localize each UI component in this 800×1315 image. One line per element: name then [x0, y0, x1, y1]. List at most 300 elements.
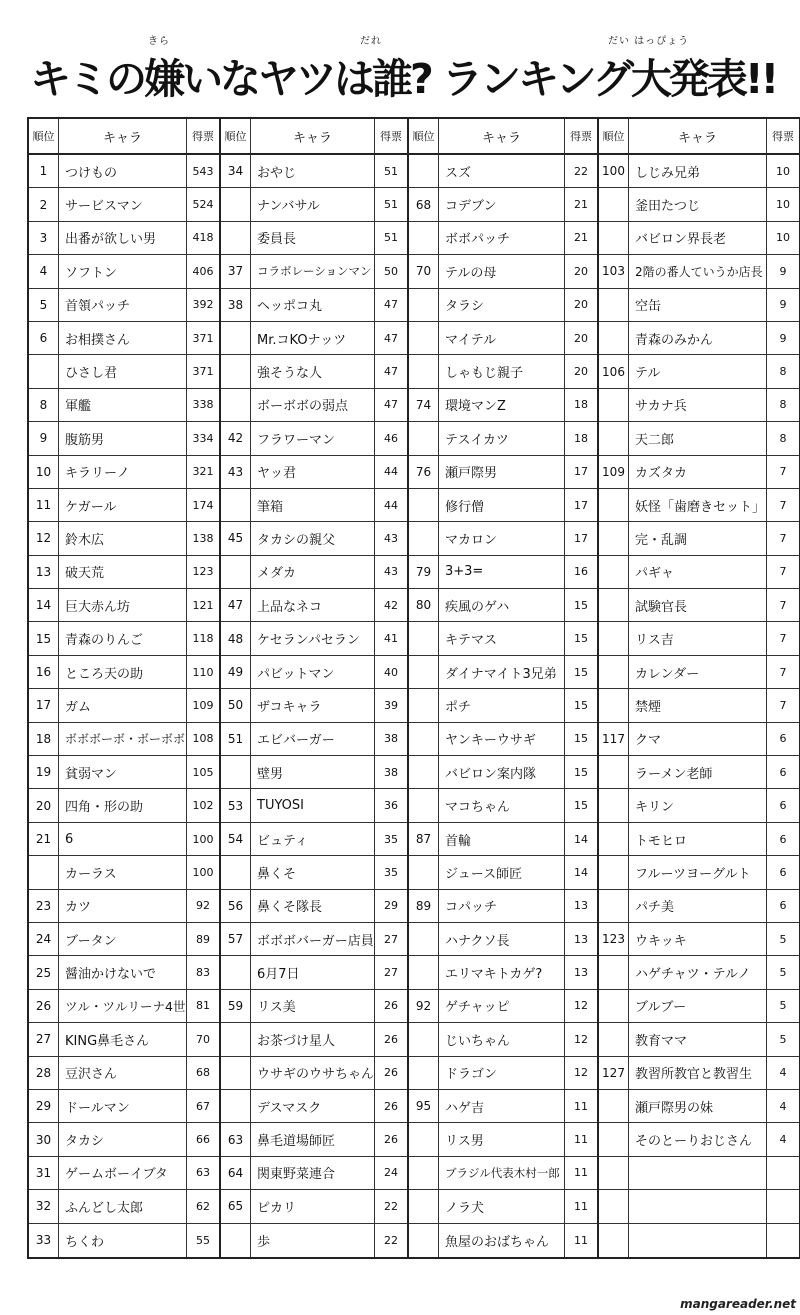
- character-name: デスマスク: [251, 1090, 375, 1122]
- ruby-dare: だれ: [360, 36, 382, 47]
- vote-count: 17: [574, 531, 588, 545]
- character-name: マカロン: [439, 522, 565, 554]
- table-row: [29, 255, 219, 288]
- rank-cell: 34: [221, 155, 251, 187]
- vote-count: 7: [779, 498, 787, 512]
- rank-cell: [409, 1224, 439, 1257]
- rank-cell: [409, 1023, 439, 1055]
- rank-cell: 20: [29, 789, 59, 821]
- rank-cell: [221, 1090, 251, 1122]
- table-row: [29, 622, 219, 655]
- character-name: 壁男: [251, 756, 375, 788]
- character-name: 関東野菜連合: [251, 1157, 375, 1189]
- rank-cell: [221, 956, 251, 988]
- character-name: おやじ: [251, 155, 375, 187]
- ranking-column-4: [597, 117, 800, 1259]
- table-row: [599, 289, 799, 322]
- vote-count: 6: [779, 732, 787, 746]
- vote-count: 26: [384, 1032, 398, 1046]
- character-name: ところ天の助: [59, 656, 187, 688]
- vote-count: 109: [192, 698, 214, 712]
- rank-cell: [409, 489, 439, 521]
- rank-cell: [409, 756, 439, 788]
- vote-count: 22: [384, 1199, 398, 1213]
- vote-count: 26: [384, 1133, 398, 1147]
- vote-count: 9: [779, 298, 787, 312]
- table-row: [409, 1123, 597, 1156]
- character-name: つけもの: [59, 155, 187, 187]
- character-name: ひさし君: [59, 355, 187, 387]
- character-name: サービスマン: [59, 188, 187, 220]
- vote-count: 7: [779, 665, 787, 679]
- character-name: コパッチ: [439, 890, 565, 922]
- table-row: [599, 456, 799, 489]
- vote-count: 5: [779, 1032, 787, 1046]
- character-name: ラーメン老師: [629, 756, 767, 788]
- rank-cell: 3: [29, 222, 59, 254]
- vote-count: 6: [779, 865, 787, 879]
- rank-cell: 30: [29, 1123, 59, 1155]
- rank-cell: 53: [221, 789, 251, 821]
- table-row: [599, 556, 799, 589]
- rank-cell: [221, 389, 251, 421]
- table-row: [29, 956, 219, 989]
- rank-cell: 11: [29, 489, 59, 521]
- rank-cell: 37: [221, 255, 251, 287]
- character-name: 瀬戸際男の妹: [629, 1090, 767, 1122]
- character-name: 鼻毛道場師匠: [251, 1123, 375, 1155]
- table-row: [221, 1090, 407, 1123]
- rank-cell: 15: [29, 622, 59, 654]
- character-name: ナンバサル: [251, 188, 375, 220]
- vote-count: 92: [196, 899, 210, 913]
- table-row: [409, 656, 597, 689]
- table-row: [599, 322, 799, 355]
- table-row: [221, 1057, 407, 1090]
- vote-count: 22: [384, 1233, 398, 1247]
- rank-cell: 65: [221, 1190, 251, 1222]
- character-name: キラリーノ: [59, 456, 187, 488]
- character-name: 筆箱: [251, 489, 375, 521]
- table-row: [29, 756, 219, 789]
- character-name: 醤油かけないで: [59, 956, 187, 988]
- rank-cell: 59: [221, 990, 251, 1022]
- table-row: [29, 823, 219, 856]
- vote-count: 334: [192, 431, 214, 445]
- character-name: スズ: [439, 155, 565, 187]
- rank-cell: [29, 856, 59, 888]
- character-name: ケセランパセラン: [251, 622, 375, 654]
- rank-cell: 18: [29, 723, 59, 755]
- rank-cell: [409, 1190, 439, 1222]
- rank-cell: [599, 1190, 629, 1222]
- rank-cell: 63: [221, 1123, 251, 1155]
- rank-cell: [599, 1224, 629, 1257]
- table-row: [599, 890, 799, 923]
- character-name: ブータン: [59, 923, 187, 955]
- vote-count: 100: [192, 832, 214, 846]
- table-row: [599, 422, 799, 455]
- character-name: 魚屋のおばちゃん: [439, 1224, 565, 1257]
- character-name: タカシ: [59, 1123, 187, 1155]
- table-row: [409, 155, 597, 188]
- character-name: ソフトン: [59, 255, 187, 287]
- rank-cell: [221, 355, 251, 387]
- rank-cell: 79: [409, 556, 439, 588]
- vote-count: 20: [574, 264, 588, 278]
- vote-count: 35: [384, 832, 398, 846]
- header-votes: 得票: [570, 130, 592, 143]
- rank-cell: 5: [29, 289, 59, 321]
- table-row: [409, 355, 597, 388]
- page-title: キミの嫌いなヤツは誰? ランキング大発表!!: [30, 55, 777, 103]
- table-row: [29, 1123, 219, 1156]
- table-row: [409, 1057, 597, 1090]
- vote-count: 524: [192, 198, 214, 212]
- rank-cell: 31: [29, 1157, 59, 1189]
- character-name: ツル・ツルリーナ4世: [59, 990, 187, 1022]
- rank-cell: 29: [29, 1090, 59, 1122]
- rank-cell: [409, 289, 439, 321]
- vote-count: 6: [779, 765, 787, 779]
- vote-count: 321: [192, 465, 214, 479]
- vote-count: 406: [192, 264, 214, 278]
- character-name: コデブン: [439, 188, 565, 220]
- rank-cell: 24: [29, 923, 59, 955]
- table-row: [221, 456, 407, 489]
- rank-cell: [599, 956, 629, 988]
- rank-cell: 8: [29, 389, 59, 421]
- character-name: 天二郎: [629, 422, 767, 454]
- character-name: リス美: [251, 990, 375, 1022]
- table-row: [599, 923, 799, 956]
- vote-count: 7: [779, 598, 787, 612]
- character-name: 歩: [251, 1224, 375, 1257]
- rank-cell: 26: [29, 990, 59, 1022]
- character-name: じいちゃん: [439, 1023, 565, 1055]
- character-name: マイテル: [439, 322, 565, 354]
- character-name: タカシの親父: [251, 522, 375, 554]
- character-name: TUYOSI: [251, 789, 375, 821]
- vote-count: 4: [779, 1066, 787, 1080]
- rank-cell: 68: [409, 188, 439, 220]
- vote-count: 4: [779, 1099, 787, 1113]
- table-row: [29, 222, 219, 255]
- table-row: [599, 1057, 799, 1090]
- table-row: [221, 389, 407, 422]
- vote-count: 81: [196, 999, 210, 1013]
- table-row: [409, 689, 597, 722]
- character-name: ふんどし太郎: [59, 1190, 187, 1222]
- table-row: [409, 422, 597, 455]
- rank-cell: [409, 622, 439, 654]
- character-name: そのとーりおじさん: [629, 1123, 767, 1155]
- rank-cell: 33: [29, 1224, 59, 1257]
- vote-count: 22: [574, 164, 588, 178]
- table-row: [409, 188, 597, 221]
- table-row: [221, 990, 407, 1023]
- rank-cell: [409, 956, 439, 988]
- vote-count: 11: [574, 1233, 588, 1247]
- vote-count: 43: [384, 531, 398, 545]
- vote-count: 47: [384, 398, 398, 412]
- table-row: [409, 723, 597, 756]
- table-row: [29, 188, 219, 221]
- header-votes: 得票: [380, 130, 402, 143]
- character-name: ジュース師匠: [439, 856, 565, 888]
- vote-count: [767, 1224, 799, 1257]
- character-name: リス吉: [629, 622, 767, 654]
- table-row: [599, 389, 799, 422]
- rank-cell: [409, 422, 439, 454]
- table-row: [599, 1157, 799, 1190]
- character-name: 出番が欲しい男: [59, 222, 187, 254]
- vote-count: 20: [574, 331, 588, 345]
- vote-count: 392: [192, 298, 214, 312]
- vote-count: 67: [196, 1099, 210, 1113]
- rank-cell: [599, 1090, 629, 1122]
- table-row: [29, 556, 219, 589]
- character-name: ブルブー: [629, 990, 767, 1022]
- character-name: ボボボバーガー店員: [251, 923, 375, 955]
- table-row: [221, 556, 407, 589]
- character-name: KING鼻毛さん: [59, 1023, 187, 1055]
- character-name: テルの母: [439, 255, 565, 287]
- character-name: [629, 1190, 767, 1222]
- table-row: [599, 1023, 799, 1056]
- table-row: [221, 1023, 407, 1056]
- header-character: キャラ: [629, 119, 767, 153]
- character-name: 空缶: [629, 289, 767, 321]
- vote-count: 36: [384, 799, 398, 813]
- character-name: しゃもじ親子: [439, 355, 565, 387]
- character-name: 委員長: [251, 222, 375, 254]
- character-name: テスイカツ: [439, 422, 565, 454]
- table-row: [221, 622, 407, 655]
- vote-count: 7: [779, 632, 787, 646]
- table-row: [29, 355, 219, 388]
- rank-cell: 106: [599, 355, 629, 387]
- table-row: [599, 222, 799, 255]
- table-row: [599, 1190, 799, 1223]
- vote-count: [767, 1190, 799, 1222]
- rank-cell: [221, 556, 251, 588]
- table-row: [221, 155, 407, 188]
- vote-count: 8: [779, 431, 787, 445]
- table-row: [409, 322, 597, 355]
- vote-count: 17: [574, 498, 588, 512]
- rank-cell: 48: [221, 622, 251, 654]
- table-row: [409, 255, 597, 288]
- vote-count: 70: [196, 1032, 210, 1046]
- rank-cell: 45: [221, 522, 251, 554]
- vote-count: 11: [574, 1099, 588, 1113]
- vote-count: 39: [384, 698, 398, 712]
- vote-count: 6: [779, 799, 787, 813]
- rank-cell: 27: [29, 1023, 59, 1055]
- character-name: ヤンキーウサギ: [439, 723, 565, 755]
- watermark: mangareader.net: [680, 1297, 796, 1311]
- character-name: ブラジル代表木村一郎: [439, 1157, 565, 1189]
- character-name: クマ: [629, 723, 767, 755]
- table-row: [221, 289, 407, 322]
- character-name: 妖怪「歯磨きセット」: [629, 489, 767, 521]
- rank-cell: 43: [221, 456, 251, 488]
- character-name: ヤッ君: [251, 456, 375, 488]
- ruby-happyou: だい はっぴょう: [608, 36, 690, 47]
- vote-count: 6: [779, 899, 787, 913]
- character-name: 強そうな人: [251, 355, 375, 387]
- vote-count: 10: [776, 198, 790, 212]
- vote-count: 5: [779, 999, 787, 1013]
- vote-count: 46: [384, 431, 398, 445]
- rank-cell: [221, 322, 251, 354]
- table-row: [29, 589, 219, 622]
- table-row: [29, 1090, 219, 1123]
- column-header: [221, 119, 407, 155]
- character-name: 貧弱マン: [59, 756, 187, 788]
- character-name: エリマキトカゲ?: [439, 956, 565, 988]
- rank-cell: [599, 689, 629, 721]
- character-name: 四角・形の助: [59, 789, 187, 821]
- vote-count: 110: [192, 665, 214, 679]
- rank-cell: [221, 222, 251, 254]
- table-row: [409, 522, 597, 555]
- rank-cell: 70: [409, 255, 439, 287]
- rank-cell: 2: [29, 188, 59, 220]
- character-name: ケガール: [59, 489, 187, 521]
- table-row: [409, 222, 597, 255]
- vote-count: 11: [574, 1199, 588, 1213]
- rank-cell: [599, 890, 629, 922]
- ranking-column-3: [407, 117, 599, 1259]
- vote-count: 7: [779, 565, 787, 579]
- character-name: 首輪: [439, 823, 565, 855]
- rank-cell: [599, 322, 629, 354]
- character-name: ポチ: [439, 689, 565, 721]
- character-name: キテマス: [439, 622, 565, 654]
- character-name: 青森のりんご: [59, 622, 187, 654]
- character-name: 巨大赤ん坊: [59, 589, 187, 621]
- vote-count: 121: [192, 598, 214, 612]
- table-row: [29, 422, 219, 455]
- character-name: バビロン案内隊: [439, 756, 565, 788]
- table-row: [221, 656, 407, 689]
- character-name: ボボパッチ: [439, 222, 565, 254]
- table-row: [221, 1224, 407, 1257]
- vote-count: 123: [192, 565, 214, 579]
- table-row: [599, 255, 799, 288]
- vote-count: 38: [384, 765, 398, 779]
- rank-cell: [599, 622, 629, 654]
- rank-cell: [599, 222, 629, 254]
- vote-count: 20: [574, 298, 588, 312]
- vote-count: 38: [384, 732, 398, 746]
- character-name: お茶づけ星人: [251, 1023, 375, 1055]
- character-name: カレンダー: [629, 656, 767, 688]
- table-row: [409, 456, 597, 489]
- character-name: 完・乱調: [629, 522, 767, 554]
- table-row: [599, 723, 799, 756]
- header-character: キャラ: [439, 119, 565, 153]
- table-row: [29, 789, 219, 822]
- vote-count: 41: [384, 632, 398, 646]
- character-name: キリン: [629, 789, 767, 821]
- rank-cell: [599, 522, 629, 554]
- table-row: [29, 689, 219, 722]
- vote-count: 62: [196, 1199, 210, 1213]
- rank-cell: 23: [29, 890, 59, 922]
- vote-count: 68: [196, 1066, 210, 1080]
- character-name: ビュティ: [251, 823, 375, 855]
- character-name: 6月7日: [251, 956, 375, 988]
- rank-cell: [599, 489, 629, 521]
- rank-cell: 123: [599, 923, 629, 955]
- column-header: [409, 119, 597, 155]
- table-row: [409, 756, 597, 789]
- rank-cell: 21: [29, 823, 59, 855]
- character-name: お相撲さん: [59, 322, 187, 354]
- vote-count: 26: [384, 1099, 398, 1113]
- vote-count: 47: [384, 298, 398, 312]
- rank-cell: 16: [29, 656, 59, 688]
- table-row: [599, 956, 799, 989]
- table-row: [221, 956, 407, 989]
- rank-cell: [221, 756, 251, 788]
- table-row: [409, 1190, 597, 1223]
- character-name: 2階の番人ていうか店長: [629, 255, 767, 287]
- character-name: 修行僧: [439, 489, 565, 521]
- rank-cell: [599, 1157, 629, 1189]
- rank-cell: 9: [29, 422, 59, 454]
- vote-count: 27: [384, 932, 398, 946]
- table-row: [599, 622, 799, 655]
- character-name: ドラゴン: [439, 1057, 565, 1089]
- character-name: ゲチャッピ: [439, 990, 565, 1022]
- table-row: [221, 689, 407, 722]
- vote-count: 8: [779, 398, 787, 412]
- table-row: [29, 389, 219, 422]
- table-row: [221, 923, 407, 956]
- vote-count: 21: [574, 198, 588, 212]
- table-row: [221, 789, 407, 822]
- rank-cell: [409, 1057, 439, 1089]
- rank-cell: [599, 823, 629, 855]
- rank-cell: [599, 1123, 629, 1155]
- vote-count: 15: [574, 765, 588, 779]
- table-row: [29, 522, 219, 555]
- table-row: [409, 1023, 597, 1056]
- vote-count: 100: [192, 865, 214, 879]
- character-name: リス男: [439, 1123, 565, 1155]
- rank-cell: [409, 355, 439, 387]
- vote-count: 18: [574, 431, 588, 445]
- rank-cell: [221, 856, 251, 888]
- vote-count: 138: [192, 531, 214, 545]
- vote-count: 5: [779, 966, 787, 980]
- table-row: [221, 322, 407, 355]
- rank-cell: 50: [221, 689, 251, 721]
- table-row: [221, 1123, 407, 1156]
- table-row: [409, 1157, 597, 1190]
- vote-count: 35: [384, 865, 398, 879]
- vote-count: 102: [192, 799, 214, 813]
- rank-cell: 100: [599, 155, 629, 187]
- character-name: エビバーガー: [251, 723, 375, 755]
- vote-count: 16: [574, 565, 588, 579]
- rank-cell: [409, 856, 439, 888]
- table-row: [599, 990, 799, 1023]
